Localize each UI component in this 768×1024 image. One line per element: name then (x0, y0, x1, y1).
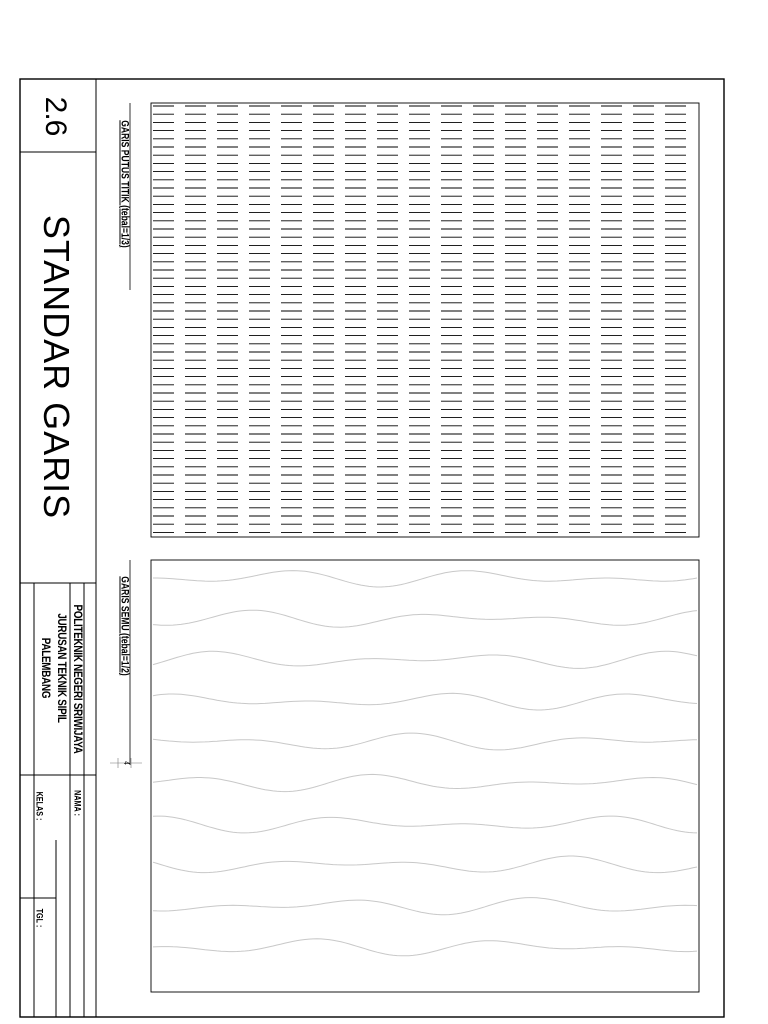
wave-line (153, 898, 697, 915)
wave-line (153, 816, 697, 833)
wave-line (153, 610, 697, 627)
wave-line (153, 693, 697, 710)
dimension-label: 4 (122, 761, 131, 765)
wave-line (153, 774, 697, 791)
kelas-label: KELAS : (34, 791, 45, 821)
dash-panel-frame (151, 103, 699, 537)
institution-line-1: POLITEKNIK NEGERI SRIWIJAYA (71, 604, 85, 754)
wave-line (153, 939, 697, 956)
wave-line (153, 856, 697, 873)
sheet-code: 2.6 (39, 96, 72, 136)
tgl-label: TGL : (34, 908, 45, 928)
institution-line-2: JURUSAN TEKNIK SIPIL (55, 613, 69, 723)
wave-line (153, 651, 697, 668)
dash-line-grid (153, 106, 697, 532)
wave-line (153, 733, 697, 750)
nama-label: NAMA : (72, 790, 83, 816)
institution-line-3: PALEMBANG (39, 637, 53, 699)
wave-panel-label: GARIS SEMU (tebal=1/2) (118, 576, 131, 676)
wave-line (153, 571, 697, 587)
sheet-title: STANDAR GARIS (36, 214, 77, 520)
wave-line-group (153, 571, 697, 956)
dash-panel-label: GARIS PUTUS TITIK (tebal=1/3) (118, 120, 131, 248)
